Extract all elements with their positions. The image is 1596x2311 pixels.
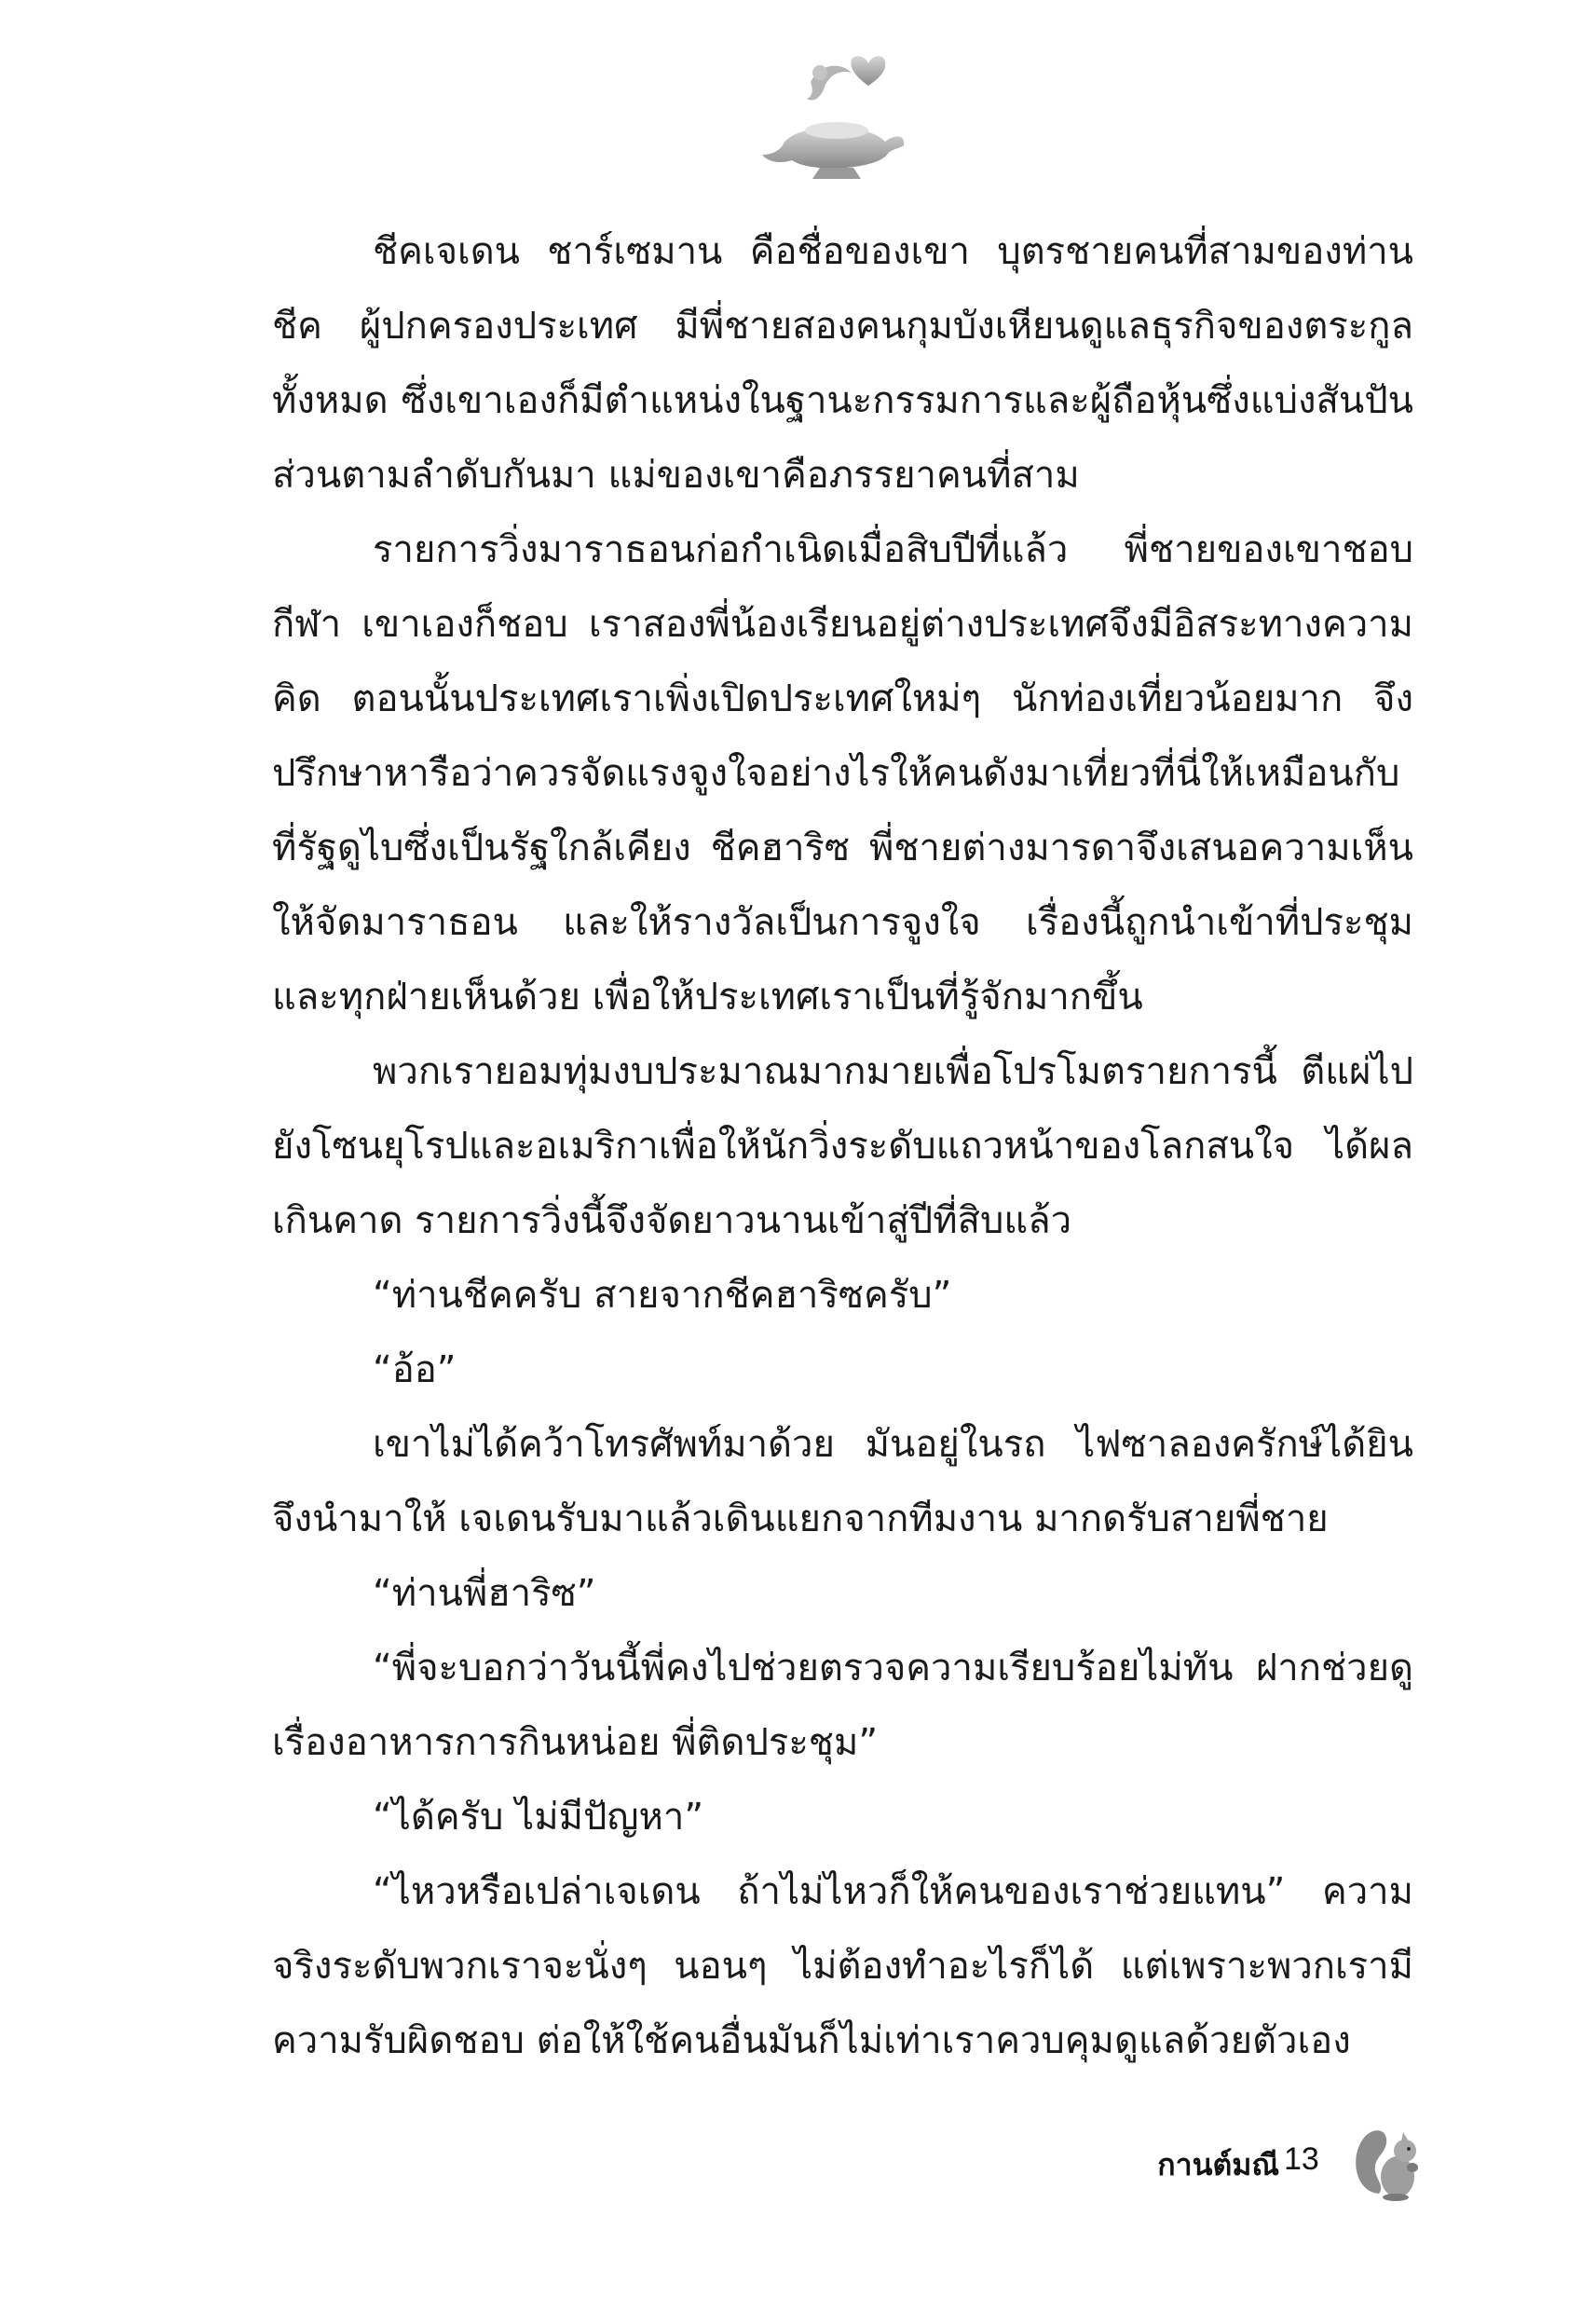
dialogue-line: “พี่จะบอกว่าวันนี้พี่คงไปช่วยตรวจความเรียบร้อยไม่ทัน ฝากช่วยดูเรื่องอาหารการกินหน่อย พี่ติดประชุม” [272, 1647, 1413, 1764]
paragraph: พวกเรายอมทุ่มงบประมาณมากมายเพื่อโปรโมตรายการนี้ ตีแผ่ไปยังโซนยุโรปและอเมริกาเพื่อให้นักวิ่งระดับแถวหน้าของโลกสนใจ ได้ผลเกินคาด รายการวิ่งนี้จึงจัดยาวนานเข้าสู่ปีที่สิบแล้ว [272, 1050, 1413, 1242]
paragraph: ชีคเจเดน ชาร์เซมาน คือชื่อของเขา บุตรชายคนที่สามของท่านชีค ผู้ปกครองประเทศ มีพี่ชายสองคนกุมบังเหียนดูแลธุรกิจของตระกูลทั้งหมด ซึ่งเขาเองก็มีตำแหน่งในฐานะกรรมการและผู้ถือหุ้นซึ่งแบ่งสันปันส่วนตามลำดับกันมา แม่ของเขาคือภรรยาคนที่สาม [272, 230, 1413, 497]
paragraph: รายการวิ่งมาราธอนก่อกำเนิดเมื่อสิบปีที่แล้ว พี่ชายของเขาชอบกีฬา เขาเองก็ชอบ เราสองพี่น้องเรียนอยู่ต่างประเทศจึงมีอิสระทางความคิด ตอนนั้นประเทศเราเพิ่งเปิดประเทศใหม่ๆ นักท่องเที่ยวน้อยมาก จึงปรึกษาหารือว่าควรจัดแรงจูงใจอย่างไรให้คนดังมาเที่ยวที่นี่ให้เหมือนกับที่รัฐดูไบซึ่งเป็นรัฐใกล้เคียง ชีคฮาริซ พี่ชายต่างมารดาจึงเสนอความเห็นให้จัดมาราธอน และให้รางวัลเป็นการจูงใจ เรื่องนี้ถูกนำเข้าที่ประชุมและทุกฝ่ายเห็นด้วย เพื่อให้ประเทศเราเป็นที่รู้จักมากขึ้น [272, 528, 1413, 1019]
dialogue-line: “ท่านพี่ฮาริซ” [373, 1572, 596, 1615]
dialogue-line: “ท่านชีคครับ สายจากชีคฮาริซครับ” [373, 1274, 952, 1317]
page-number: 13 [1284, 2141, 1319, 2177]
squirrel-icon [1351, 2119, 1425, 2203]
teapot-ornament-icon [755, 45, 913, 185]
dialogue-line: “ได้ครับ ไม่มีปัญหา” [373, 1796, 704, 1839]
dialogue-line: “อ้อ” [373, 1348, 457, 1391]
body-text [272, 214, 1413, 2062]
paragraph: “ไหวหรือเปล่าเจเดน ถ้าไม่ไหวก็ให้คนของเราช่วยแทน” ความจริงระดับพวกเราจะนั่งๆ นอนๆ ไม่ต้องทำอะไรก็ได้ แต่เพราะพวกเรามีความรับผิดชอบ ต่อให้ใช้คนอื่นมันก็ไม่เท่าเราควบคุมดูแลด้วยตัวเอง [272, 1870, 1413, 2062]
page-footer [0, 2106, 1596, 2218]
book-title: กานต์มณี [1157, 2147, 1279, 2182]
paragraph: เขาไม่ได้คว้าโทรศัพท์มาด้วย มันอยู่ในรถ ไฟซาลองครักษ์ได้ยินจึงนำมาให้ เจเดนรับมาแล้วเดินแยกจากทีมงาน มากดรับสายพี่ชาย [272, 1423, 1413, 1540]
